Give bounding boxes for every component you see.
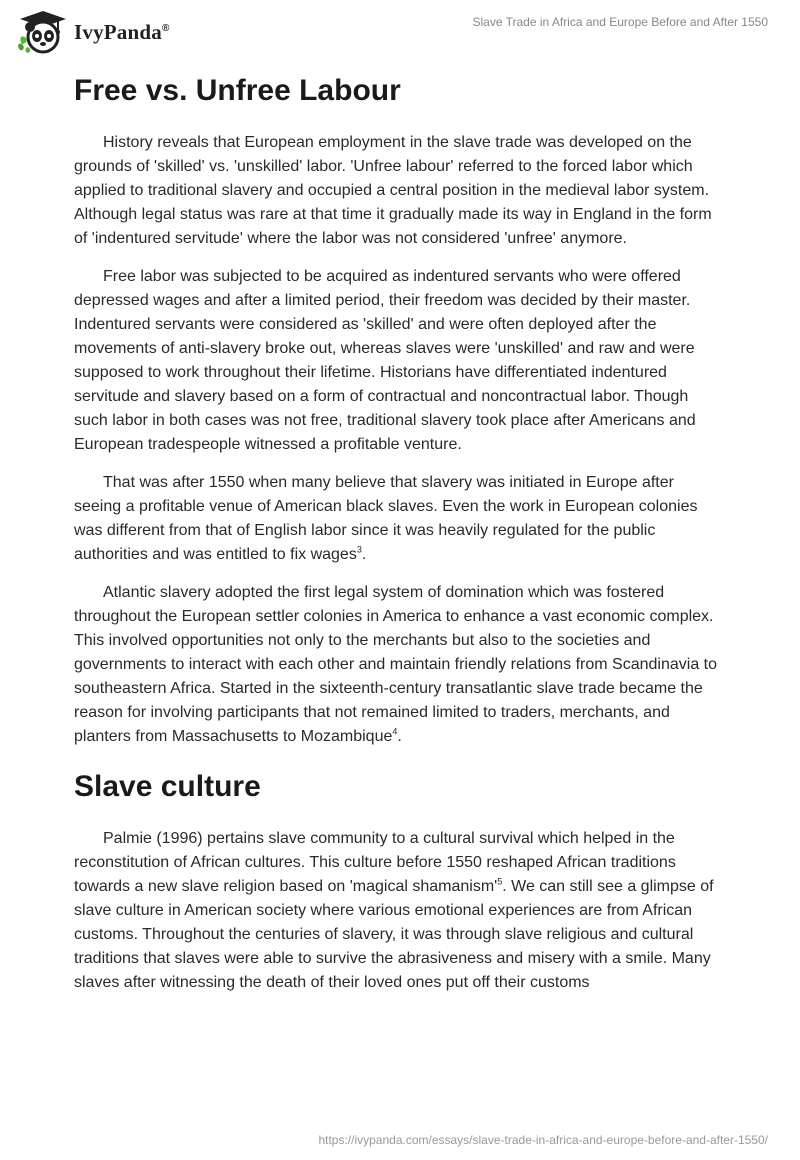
ivypanda-logo[interactable]	[16, 8, 170, 56]
article-body	[74, 72, 724, 1009]
source-url[interactable]: https://ivypanda.com/essays/slave-trade-in-africa-and-europe-before-and-after-1550/	[318, 1133, 768, 1147]
section-heading: Free vs. Unfree Labour	[74, 74, 401, 107]
logo-text: IvyPanda®	[74, 19, 170, 44]
paragraph: That was after 1550 when many believe that slavery was initiated in Europe after seeing a profitable venue of American black slaves. Even the work in European colonies was different from that of English labor since it was heavily regulated for the public authorities and was entitled to fix wages$^3$.	[74, 474, 698, 563]
paragraph: History reveals that European employment in the slave trade was developed on the grounds of 'skilled' vs. 'unskilled' labor. 'Unfree labour' referred to the forced labor which applied to traditional slavery and occupied a central position in the medieval labor system. Although legal status was rare at that time it gradually made its way in England in the form of 'indentured servitude' where the labor was not considered 'unfree' anymore.	[74, 134, 712, 247]
paragraph: Free labor was subjected to be acquired as indentured servants who were offered depressed wages and after a limited period, their freedom was decided by their master. Indentured servants were considered as 'skilled' and were often deployed after the movements of anti-slavery broke out, whereas slaves were 'unskilled' and raw and were supposed to work throughout their lifetime. Historians have differentiated indentured servitude and slavery based on a form of contractual and noncontractual labor. Though such labor in both cases was not free, traditional slavery took place after Americans and European tradespeople witnessed a profitable venture.	[74, 268, 696, 453]
page-header	[0, 0, 800, 70]
footnote-ref[interactable]: 3	[356, 544, 362, 555]
section-heading: Slave culture	[74, 770, 261, 803]
paragraph: Palmie (1996) pertains slave community to a cultural survival which helped in the reconstitution of African cultures. This culture before 1550 reshaped African traditions towards a new slave religion based on 'magical shamanism'$^5$. We can still see a glimpse of slave culture in American society where various emotional experiences are from African customs. Throughout the centuries of slavery, it was through slave religious and cultural traditions that slaves were able to survive the abrasiveness and misery with a smile. Many slaves after witnessing the death of their loved ones put off their customs	[74, 830, 714, 991]
running-title: Slave Trade in Africa and Europe Before and After 1550	[472, 15, 768, 29]
footnote-ref[interactable]: 5	[497, 876, 503, 887]
footnote-ref[interactable]: 4	[392, 726, 398, 737]
paragraph: Atlantic slavery adopted the first legal system of domination which was fostered throughout the European settler colonies in America to enhance a vast economic complex. This involved opportunities not only to the merchants but also to the societies and governments to interact with each other and maintain friendly relations from Scandinavia to southeastern Africa. Started in the sixteenth-century transatlantic slave trade became the reason for involving participants that not remained limited to traders, merchants, and planters from Massachusetts to Mozambique$^4$.	[74, 584, 718, 745]
panda-logo-icon	[16, 8, 70, 56]
